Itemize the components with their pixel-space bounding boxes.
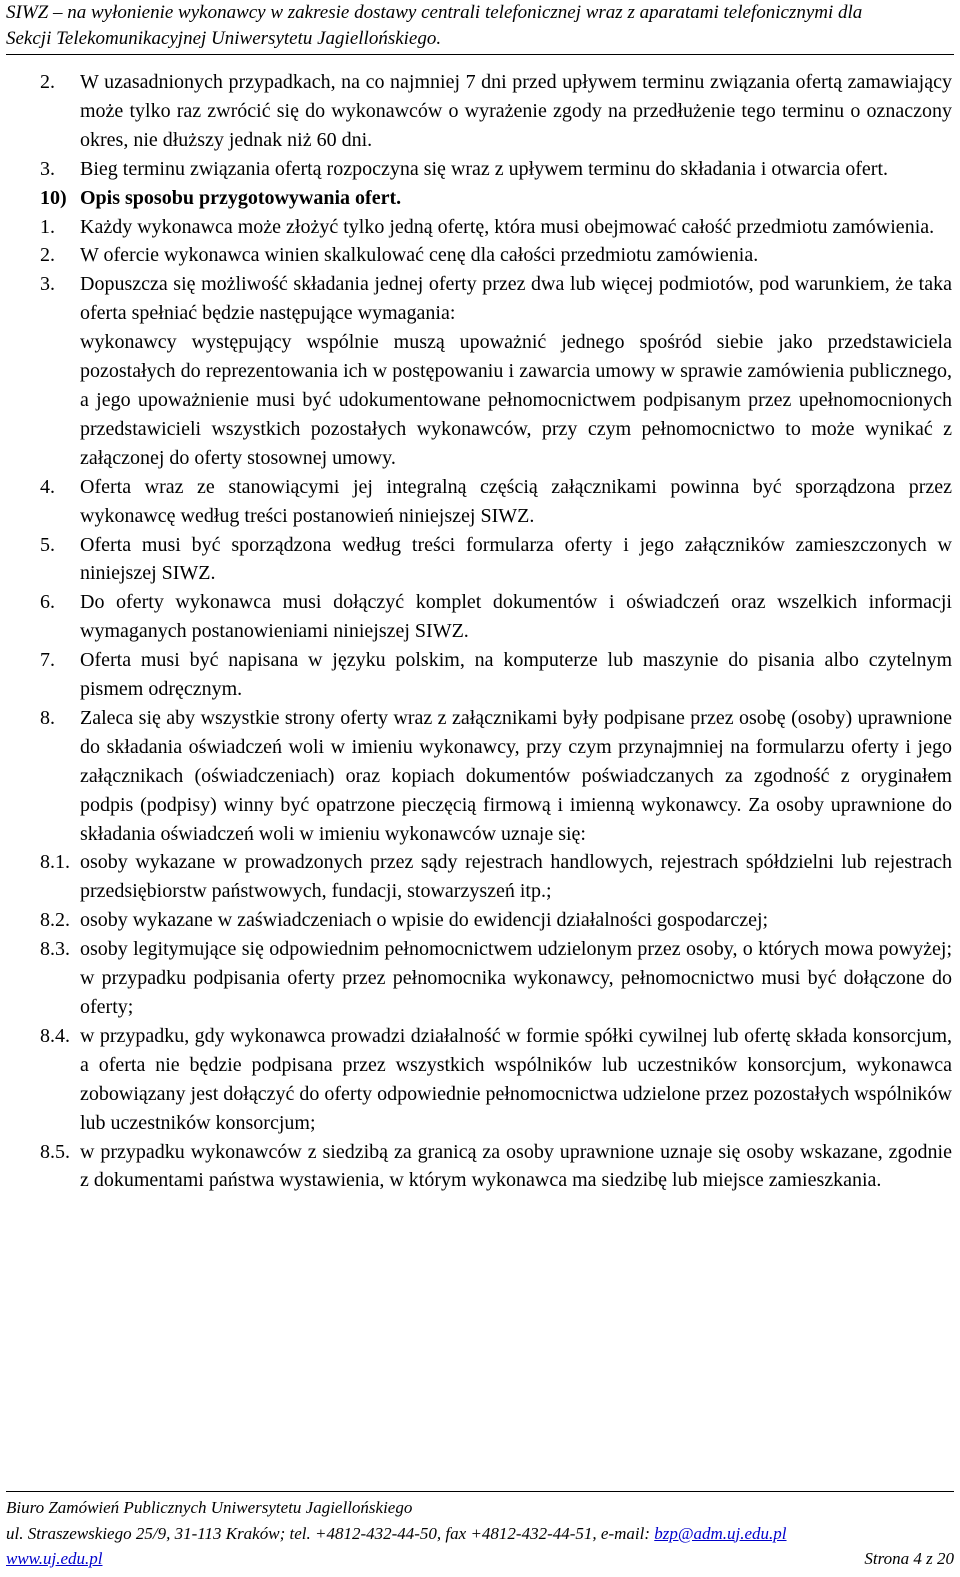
item-text: Oferta musi być sporządzona według treści formularza oferty i jego załączników zamieszczonych w niniejszej SIWZ. bbox=[80, 533, 952, 585]
document-body bbox=[40, 68, 952, 1195]
page-header bbox=[6, 0, 954, 55]
item-text: Bieg terminu związania ofertą rozpoczyna się wraz z upływem terminu do składania i otwarcia ofert. bbox=[80, 157, 888, 180]
item-number: 8. bbox=[40, 706, 55, 729]
item-number: 3. bbox=[40, 273, 55, 296]
item-text: Zaleca się aby wszystkie strony oferty wraz z załącznikami były podpisane przez osobę (osoby) uprawnione do składania oświadczeń woli w imieniu wykonawcy, przy czym przynajmniej na formularzu oferty i jego załącznikach (oświadczeniach) oraz kopiach dokumentów poświadczanych za zgodność z oryginałem podpis (podpisy) winny być opatrzone pieczęcią firmową i imienną wykonawcy. Za osoby uprawnione do składania oświadczeń woli w imieniu wykonawców uznaje się: bbox=[80, 706, 952, 845]
item-text-part-1: Dopuszcza się możliwość składania jednej oferty przez dwa lub więcej podmiotów, pod warunkiem, że taka oferta spełniać będzie następujące wymagania: bbox=[80, 273, 952, 325]
item-number: 2. bbox=[40, 71, 55, 93]
footer-address-line bbox=[6, 1521, 954, 1547]
item-text: W uzasadnionych przypadkach, na co najmniej 7 dni przed upływem terminu związania ofertą zamawiający może tylko raz zwrócić się do wykonawców o wyrażenie zgody na przedłużenie tego terminu o oznaczony okres, nie dłuższy jednak niż 60 dni. bbox=[80, 71, 952, 151]
section-title: Opis sposobu przygotowywania ofert. bbox=[80, 186, 402, 209]
item-number: 7. bbox=[40, 649, 55, 672]
paragraph-3 bbox=[40, 155, 952, 184]
item-text: Do oferty wykonawca musi dołączyć komplet dokumentów i oświadczeń oraz wszelkich informacji wymaganych postanowieniami niniejszej SIWZ. bbox=[80, 591, 952, 643]
list-item-3 bbox=[40, 270, 952, 472]
item-number: 1. bbox=[40, 215, 55, 238]
website-link[interactable]: www.uj.edu.pl bbox=[6, 1549, 103, 1568]
page-number: Strona 4 z 20 bbox=[864, 1549, 954, 1568]
list-item-4 bbox=[40, 473, 952, 531]
header-line-2: Sekcji Telekomunikacyjnej Uniwersytetu Jagiellońskiego. bbox=[6, 28, 442, 49]
email-link[interactable]: bzp@adm.uj.edu.pl bbox=[654, 1523, 787, 1543]
item-text: Każdy wykonawca może złożyć tylko jedną ofertę, która musi obejmować całość przedmiotu zamówienia. bbox=[80, 215, 935, 238]
footer-address: ul. Straszewskiego 25/9, 31-113 Kraków; tel. +4812-432-44-50, fax +4812-432-44-51, e-mail: bbox=[6, 1523, 655, 1543]
item-number: 8.2. bbox=[40, 909, 70, 932]
item-text: w przypadku, gdy wykonawca prowadzi działalność w formie spółki cywilnej lub ofertę składa konsorcjum, a oferta nie będzie podpisana przez wszystkich wspólników lub uczestników konsorcjum, wykonawca zobowiązany jest dołączyć do oferty odpowiednie pełnomocnictwa udzielone przez pozostałych wspólników lub uczestników konsorcjum; bbox=[80, 1024, 952, 1134]
list-item-8-2 bbox=[40, 906, 952, 935]
item-number: 4. bbox=[40, 475, 55, 498]
footer-organization: Biuro Zamówień Publicznych Uniwersytetu Jagiellońskiego bbox=[6, 1498, 413, 1517]
item-number: 2. bbox=[40, 244, 55, 267]
item-text: w przypadku wykonawców z siedzibą za granicą za osoby uprawnione uznaje się osoby wskazane, zgodnie z dokumentami państwa wystawienia, w którym wykonawca ma siedzibę lub miejsce zamieszkania. bbox=[80, 1140, 952, 1192]
list-item-8-1 bbox=[40, 848, 952, 906]
list-item-8-4 bbox=[40, 1022, 952, 1138]
list-item-1 bbox=[40, 213, 952, 242]
list-item-8 bbox=[40, 704, 952, 849]
item-number: 8.3. bbox=[40, 938, 70, 961]
item-number: 8.1. bbox=[40, 851, 70, 874]
list-item-5 bbox=[40, 531, 952, 589]
item-number: 5. bbox=[40, 533, 55, 556]
item-text: osoby wykazane w prowadzonych przez sądy rejestrach handlowych, rejestrach spółdzielni lub rejestrach przedsiębiorstw państwowych, fundacji, stowarzyszeń itp.; bbox=[80, 851, 952, 903]
item-number: 8.4. bbox=[40, 1024, 70, 1047]
item-number: 8.5. bbox=[40, 1140, 70, 1163]
list-item-6 bbox=[40, 588, 952, 646]
list-item-8-3 bbox=[40, 935, 952, 1022]
header-line-1: SIWZ – na wyłonienie wykonawcy w zakresie dostawy centrali telefonicznej wraz z aparatami telefonicznymi dla bbox=[6, 2, 863, 23]
item-text: Oferta wraz ze stanowiącymi jej integralną częścią załącznikami powinna być sporządzona przez wykonawcę według treści postanowień niniejszej SIWZ. bbox=[80, 475, 952, 527]
list-item-8-5 bbox=[40, 1138, 952, 1196]
item-number: 6. bbox=[40, 591, 55, 614]
item-text: osoby wykazane w zaświadczeniach o wpisie do ewidencji działalności gospodarczej; bbox=[80, 909, 769, 932]
list-item-2 bbox=[40, 241, 952, 270]
item-text: Oferta musi być napisana w języku polskim, na komputerze lub maszynie do pisania albo czytelnym pismem odręcznym. bbox=[80, 649, 952, 701]
item-text: W ofercie wykonawca winien skalkulować cenę dla całości przedmiotu zamówienia. bbox=[80, 244, 759, 267]
page-footer bbox=[6, 1491, 954, 1572]
section-number: 10) bbox=[40, 186, 67, 209]
footer-bottom-row bbox=[6, 1546, 954, 1572]
list-item-7 bbox=[40, 646, 952, 704]
item-text-part-2: wykonawcy występujący wspólnie muszą upoważnić jednego spośród siebie jako przedstawiciela pozostałych do reprezentowania ich w postępowaniu i zawarcia umowy w sprawie zamówienia publicznego, a jego upoważnienie musi być udokumentowane pełnomocnictwem podpisanym przez upełnomocnionych przedstawicieli wszystkich pozostałych wykonawców, przy czym pełnomocnictwo to może wynikać z załączonej do oferty stosownej umowy. bbox=[80, 331, 952, 469]
section-heading bbox=[40, 184, 952, 213]
item-text: osoby legitymujące się odpowiednim pełnomocnictwem udzielonym przez osoby, o których mowa powyżej; w przypadku podpisania oferty przez pełnomocnika wykonawcy, pełnomocnictwo musi być dołączone do oferty; bbox=[80, 938, 952, 1018]
item-text bbox=[80, 270, 952, 472]
item-number: 3. bbox=[40, 157, 55, 180]
paragraph-2 bbox=[40, 68, 952, 155]
